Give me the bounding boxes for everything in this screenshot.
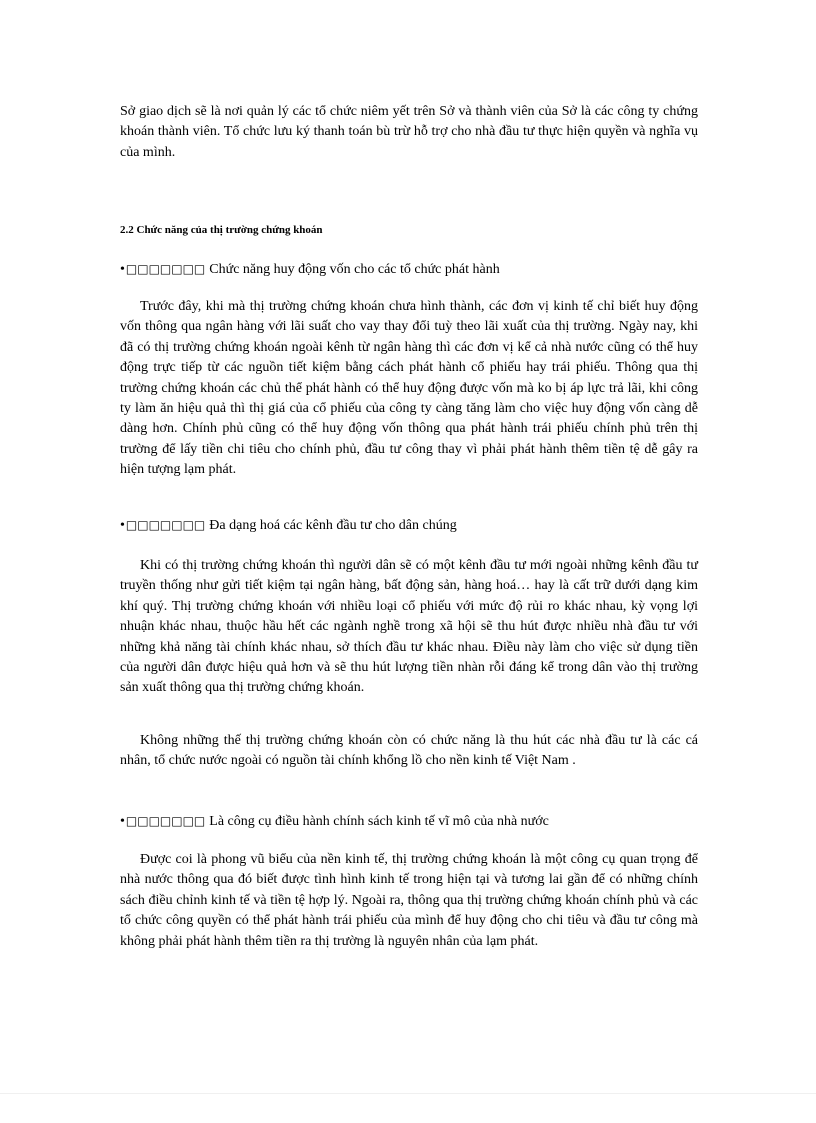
bullet-glyph: •	[120, 814, 125, 829]
bullet-item	[120, 515, 457, 536]
bullet-item	[120, 259, 500, 280]
missing-glyph-boxes: □□□□□□□	[125, 262, 206, 276]
body-paragraph: Không những thế thị trường chứng khoán còn có chức năng là thu hút các nhà đầu tư là các cá nhân, tổ chức nước ngoài có nguồn tài chính khổng lồ cho nền kinh tế Việt Nam .	[120, 733, 698, 769]
body-paragraph: Khi có thị trường chứng khoán thì người dân sẽ có một kênh đầu tư mới ngoài những kênh đầu tư truyền thống như gửi tiết kiệm tại ngân hàng, bất động sản, hàng hoá… hay là cất trữ dưới dạng kim khí quý. Thị trường chứng khoán với nhiều loại cổ phiếu với mức độ rủi ro khác nhau, kỳ vọng lợi nhuận khác nhau, thuộc hầu hết các ngành nghề trong xã hội sẽ thu hút được nhiều nhà đầu tư với những khả năng tài chính khác nhau, sở thích đầu tư khác nhau. Điều này làm cho việc sử dụng tiền của người dân được hiệu quả hơn và sẽ thu hút lượng tiền nhàn rỗi đáng kể trong dân vào thị trường sản xuất thông qua thị trường chứng khoán.	[120, 558, 698, 696]
bullet-title: Là công cụ điều hành chính sách kinh tế vĩ mô của nhà nước	[209, 814, 549, 829]
body-paragraph: Trước đây, khi mà thị trường chứng khoán chưa hình thành, các đơn vị kinh tế chỉ biết huy động vốn thông qua ngân hàng với lãi suất cho vay thay đổi tuỳ theo lãi xuất của thị trường. Ngày nay, khi đã có thị trường chứng khoán ngoài kênh từ ngân hàng thì các đơn vị kể cả nhà nước cũng có thể huy động trực tiếp từ các nguồn tiết kiệm bằng cách phát hành cổ phiếu hay trái phiếu. Thông qua thị trường chứng khoán các chủ thể phát hành có thể huy động được vốn mà ko bị áp lực trả lãi, khi công ty làm ăn hiệu quả thì thị giá của cổ phiếu của công ty càng tăng làm cho việc huy động vốn càng dễ dàng hơn. Chính phủ cũng có thể huy động vốn thông qua phát hành trái phiếu chính phủ trên thị trường để lấy tiền chi tiêu cho chính phủ, đầu tư công thay vì phải phát hành thêm tiền tệ dễ gây ra hiện tượng lạm phát.	[120, 299, 698, 478]
intro-paragraph: Sở giao dịch sẽ là nơi quản lý các tổ chức niêm yết trên Sở và thành viên của Sở là các công ty chứng khoán thành viên. Tổ chức lưu ký thanh toán bù trừ hỗ trợ cho nhà đầu tư thực hiện quyền và nghĩa vụ của mình.	[120, 104, 698, 160]
bullet-title: Chức năng huy động vốn cho các tổ chức phát hành	[209, 262, 500, 277]
bullet-item	[120, 811, 549, 832]
bullet-title: Đa dạng hoá các kênh đầu tư cho dân chúng	[209, 518, 457, 533]
missing-glyph-boxes: □□□□□□□	[125, 814, 206, 828]
page-bottom-edge	[0, 1093, 816, 1094]
bullet-glyph: •	[120, 518, 125, 533]
body-paragraph: Được coi là phong vũ biểu của nền kinh tế, thị trường chứng khoán là một công cụ quan trọng để nhà nước thông qua đó biết được tình hình kinh tế trong hiện tại và tương lai gần để có những chính sách điều chỉnh kinh tế và tiền tệ hợp lý. Ngoài ra, thông qua thị trường chứng khoán chính phủ và các tổ chức công quyền có thể phát hành trái phiếu của mình để huy động cho chi tiêu và đầu tư công mà không phải phát hành thêm tiền ra thị trường là nguyên nhân của lạm phát.	[120, 852, 698, 949]
section-heading: 2.2 Chức năng của thị trường chứng khoán	[120, 224, 323, 236]
bullet-glyph: •	[120, 262, 125, 277]
missing-glyph-boxes: □□□□□□□	[125, 518, 206, 532]
